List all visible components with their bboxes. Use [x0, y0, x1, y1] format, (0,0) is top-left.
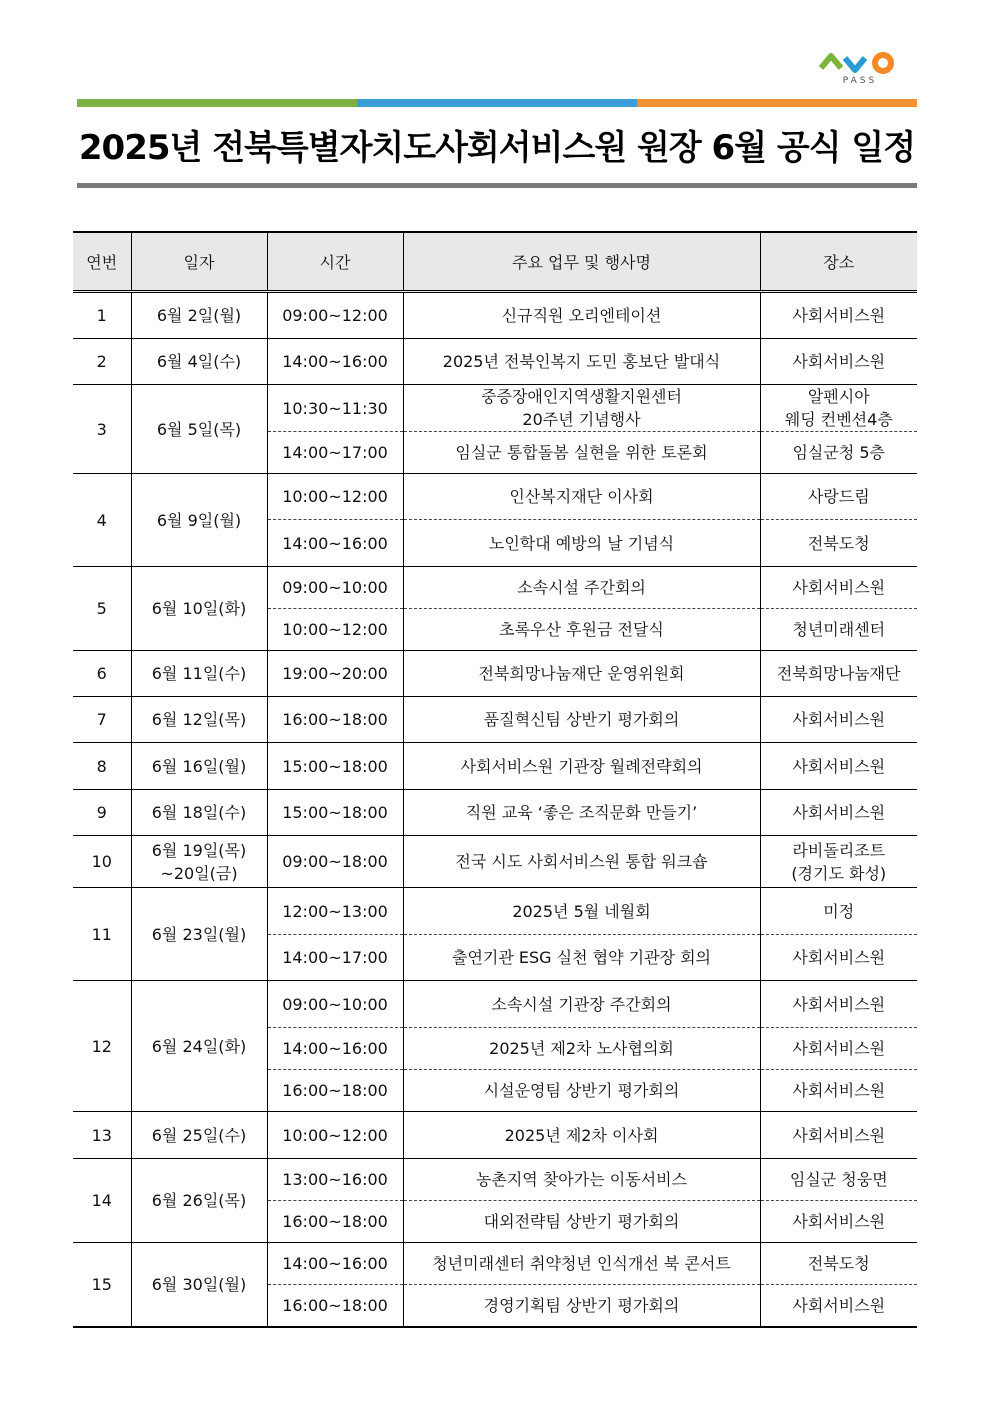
- row-time: 13:00~16:00: [267, 1159, 403, 1201]
- row-time: 15:00~18:00: [267, 790, 403, 836]
- row-event: 청년미래센터 취약청년 인식개선 북 콘서트: [403, 1243, 760, 1285]
- row-place: 전북도청: [760, 1243, 917, 1285]
- row-place: [760, 385, 917, 432]
- row-event: 전북희망나눔재단 운영위원회: [403, 651, 760, 697]
- row-event: 초록우산 후원금 전달식: [403, 609, 760, 651]
- row-no: 11: [73, 888, 131, 981]
- row-time: 09:00~10:00: [267, 981, 403, 1028]
- row-no: 2: [73, 339, 131, 385]
- header-event: 주요 업무 및 행사명: [403, 232, 760, 292]
- row-no: 7: [73, 697, 131, 743]
- row-event: 농촌지역 찾아가는 이동서비스: [403, 1159, 760, 1201]
- table-row: [73, 790, 917, 836]
- row-time: 14:00~17:00: [267, 935, 403, 981]
- row-time: 19:00~20:00: [267, 651, 403, 697]
- row-time: 10:00~12:00: [267, 474, 403, 520]
- row-event: 2025년 제2차 이사회: [403, 1112, 760, 1159]
- row-no: 6: [73, 651, 131, 697]
- row-event: [403, 385, 760, 432]
- table-row: [73, 981, 917, 1028]
- row-place: 청년미래센터: [760, 609, 917, 651]
- header-time: 시간: [267, 232, 403, 292]
- row-date: 6월 30일(월): [131, 1243, 267, 1327]
- row-no: 12: [73, 981, 131, 1112]
- row-time: 16:00~18:00: [267, 1201, 403, 1243]
- row-date: 6월 4일(수): [131, 339, 267, 385]
- row-time: 12:00~13:00: [267, 888, 403, 935]
- row-place: 전북도청: [760, 520, 917, 567]
- row-no: 9: [73, 790, 131, 836]
- row-place-line2: (경기도 화성): [791, 863, 887, 883]
- row-time: 14:00~16:00: [267, 1028, 403, 1070]
- page-title: 2025년 전북특별자치도사회서비스원 원장 6월 공식 일정: [78, 128, 916, 168]
- row-time: 10:30~11:30: [267, 385, 403, 432]
- color-bar-green: [77, 99, 357, 107]
- row-no: 14: [73, 1159, 131, 1243]
- row-place: 사회서비스원: [760, 935, 917, 981]
- row-date: 6월 25일(수): [131, 1112, 267, 1159]
- row-place: 미정: [760, 888, 917, 935]
- row-date: 6월 12일(목): [131, 697, 267, 743]
- row-place: 사회서비스원: [760, 1201, 917, 1243]
- table-row: [73, 1112, 917, 1159]
- row-place: 사회서비스원: [760, 339, 917, 385]
- row-time: 09:00~12:00: [267, 292, 403, 339]
- row-event: 직원 교육 ‘좋은 조직문화 만들기’: [403, 790, 760, 836]
- row-date: 6월 18일(수): [131, 790, 267, 836]
- row-event: 전국 시도 사회서비스원 통합 워크숍: [403, 836, 760, 888]
- color-bar-blue: [357, 99, 637, 107]
- row-event: 2025년 5월 네월회: [403, 888, 760, 935]
- row-time: 14:00~17:00: [267, 432, 403, 474]
- table-row: [73, 888, 917, 935]
- row-no: 13: [73, 1112, 131, 1159]
- row-place: 사회서비스원: [760, 1070, 917, 1112]
- row-time: 09:00~18:00: [267, 836, 403, 888]
- table-row: [73, 385, 917, 432]
- row-place: 사회서비스원: [760, 790, 917, 836]
- row-event: 2025년 제2차 노사협의회: [403, 1028, 760, 1070]
- row-date: 6월 10일(화): [131, 567, 267, 651]
- row-place: 임실군청 5층: [760, 432, 917, 474]
- row-time: 14:00~16:00: [267, 339, 403, 385]
- row-date: 6월 23일(월): [131, 888, 267, 981]
- title-underline: [77, 183, 917, 188]
- row-time: 10:00~12:00: [267, 609, 403, 651]
- table-row: [73, 292, 917, 339]
- row-time: 16:00~18:00: [267, 697, 403, 743]
- color-bar-orange: [637, 99, 917, 107]
- table-row: [73, 836, 917, 888]
- row-time: 14:00~16:00: [267, 520, 403, 567]
- row-no: 10: [73, 836, 131, 888]
- row-no: 4: [73, 474, 131, 567]
- row-time: 14:00~16:00: [267, 1243, 403, 1285]
- row-date-line2: ~20일(금): [160, 863, 238, 883]
- row-place: 사회서비스원: [760, 1112, 917, 1159]
- row-time: 16:00~18:00: [267, 1285, 403, 1327]
- row-place: 사회서비스원: [760, 697, 917, 743]
- row-place: 사회서비스원: [760, 1028, 917, 1070]
- table-row: [73, 651, 917, 697]
- table-row: [73, 1159, 917, 1201]
- row-no: 15: [73, 1243, 131, 1327]
- row-date: 6월 9일(월): [131, 474, 267, 567]
- row-place: 임실군 청웅면: [760, 1159, 917, 1201]
- row-event: 출연기관 ESG 실천 협약 기관장 회의: [403, 935, 760, 981]
- row-event: 신규직원 오리엔테이션: [403, 292, 760, 339]
- row-place: 사회서비스원: [760, 567, 917, 609]
- table-row: [73, 697, 917, 743]
- header-color-bar: [77, 99, 917, 107]
- pass-logo-mark-icon: [815, 48, 905, 78]
- row-place-line1: 라비돌리조트: [792, 840, 886, 860]
- row-date: 6월 16일(월): [131, 743, 267, 790]
- row-date: 6월 24일(화): [131, 981, 267, 1112]
- row-event: 품질혁신팀 상반기 평가회의: [403, 697, 760, 743]
- table-row: [73, 1243, 917, 1285]
- row-event-line1: 중증장애인지역생활지원센터: [481, 387, 682, 406]
- row-no: 3: [73, 385, 131, 474]
- row-place: 사회서비스원: [760, 981, 917, 1028]
- row-event: 소속시설 기관장 주간회의: [403, 981, 760, 1028]
- table-row: [73, 339, 917, 385]
- row-event-line2: 20주년 기념행사: [522, 410, 641, 429]
- row-no: 5: [73, 567, 131, 651]
- row-time: 09:00~10:00: [267, 567, 403, 609]
- row-no: 8: [73, 743, 131, 790]
- row-event: 임실군 통합돌봄 실현을 위한 토론회: [403, 432, 760, 474]
- row-date: 6월 2일(월): [131, 292, 267, 339]
- header-place: 장소: [760, 232, 917, 292]
- row-event: 노인학대 예방의 날 기념식: [403, 520, 760, 567]
- row-event: 소속시설 주간회의: [403, 567, 760, 609]
- pass-logo: [815, 48, 905, 90]
- row-place: 사회서비스원: [760, 743, 917, 790]
- row-event: 사회서비스원 기관장 월례전략회의: [403, 743, 760, 790]
- header-no: 연번: [73, 232, 131, 292]
- table-row: [73, 567, 917, 609]
- row-event: 2025년 전북인복지 도민 홍보단 발대식: [403, 339, 760, 385]
- row-place: 전북희망나눔재단: [760, 651, 917, 697]
- row-event: 대외전략팀 상반기 평가회의: [403, 1201, 760, 1243]
- row-event: 시설운영팀 상반기 평가회의: [403, 1070, 760, 1112]
- row-date: 6월 11일(수): [131, 651, 267, 697]
- logo-text: PASS: [842, 76, 878, 86]
- row-place: [760, 836, 917, 888]
- row-time: 16:00~18:00: [267, 1070, 403, 1112]
- row-time: 15:00~18:00: [267, 743, 403, 790]
- table-header-row: [73, 232, 917, 292]
- table-row: [73, 474, 917, 520]
- row-place: 사회서비스원: [760, 292, 917, 339]
- row-date-line1: 6월 19일(목): [151, 840, 247, 860]
- row-date: 6월 26일(목): [131, 1159, 267, 1243]
- schedule-table: [73, 231, 917, 1328]
- row-place: 사회서비스원: [760, 1285, 917, 1327]
- row-event: 인산복지재단 이사회: [403, 474, 760, 520]
- row-date: 6월 5일(목): [131, 385, 267, 474]
- row-no: 1: [73, 292, 131, 339]
- row-place-line2: 웨딩 컨벤션4층: [784, 410, 893, 429]
- row-place: 사랑드림: [760, 474, 917, 520]
- row-event: 경영기획팀 상반기 평가회의: [403, 1285, 760, 1327]
- table-row: [73, 743, 917, 790]
- row-date: [131, 836, 267, 888]
- row-place-line1: 알펜시아: [807, 387, 870, 406]
- row-time: 10:00~12:00: [267, 1112, 403, 1159]
- header-date: 일자: [131, 232, 267, 292]
